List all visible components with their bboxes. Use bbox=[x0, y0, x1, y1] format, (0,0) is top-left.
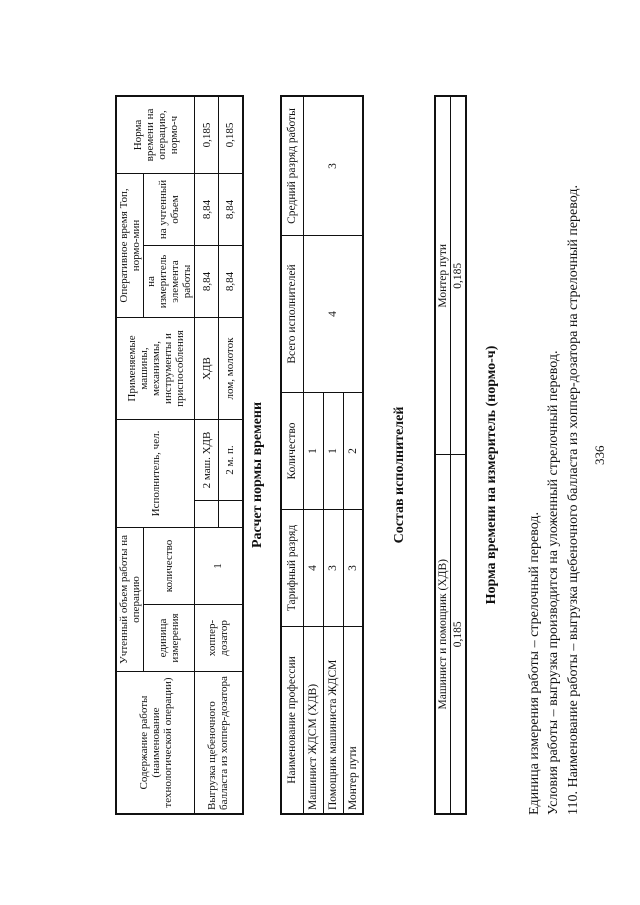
crew-profession: Помощник машиниста ЖДСМ bbox=[323, 627, 343, 815]
crew-avg-grade: 3 bbox=[303, 96, 363, 236]
crew-count: 1 bbox=[323, 393, 343, 510]
calc-executor: 2 маш. ХДВ bbox=[195, 420, 219, 501]
table-row bbox=[195, 96, 219, 814]
calc-header-volume: Учтенный объем работы на операцию bbox=[116, 528, 144, 672]
calc-header-content: Содержание работы (наименование технологической операции) bbox=[116, 672, 195, 815]
norm-header-trackman: Монтер пути bbox=[435, 96, 451, 455]
crew-grade: 4 bbox=[303, 510, 323, 627]
crew-title: Состав исполнителей bbox=[392, 406, 407, 544]
calc-executor: 2 м. п. bbox=[219, 420, 243, 501]
intro-work-conditions: Условия работы – выгрузка производится на уложенный стрелочный перевод. bbox=[546, 350, 561, 815]
calc-qty: 1 bbox=[195, 528, 243, 605]
intro-work-name: 110. Наименование работы – выгрузка щебеночного балласта из хоппер-дозатора на стрелочный перевод. bbox=[566, 185, 581, 815]
calc-content: Выгрузка щебеночного балласта из хоппер-дозатора bbox=[195, 672, 243, 815]
calc-unit: хоппер-дозатор bbox=[195, 605, 243, 672]
calc-spacer bbox=[219, 501, 243, 528]
calc-header-executor: Исполнитель, чел. bbox=[116, 420, 195, 528]
calc-header-norm: Норма времени на операцию, нормо-ч bbox=[116, 96, 195, 174]
table-row bbox=[303, 96, 323, 814]
calc-header-qty: количество bbox=[144, 528, 195, 605]
crew-grade: 3 bbox=[343, 510, 363, 627]
calc-norm: 0,185 bbox=[195, 96, 219, 174]
norm-value-machinist: 0,185 bbox=[451, 455, 467, 814]
calc-per-volume: 8,84 bbox=[195, 174, 219, 246]
calc-header-unit: единица измерения bbox=[144, 605, 195, 672]
crew-table bbox=[280, 95, 364, 815]
calc-per-volume: 8,84 bbox=[219, 174, 243, 246]
crew-count: 1 bbox=[303, 393, 323, 510]
calc-per-unit: 8,84 bbox=[195, 246, 219, 318]
norm-header-machinist: Машинист и помощник (ХДВ) bbox=[435, 455, 451, 814]
calc-table bbox=[115, 95, 244, 815]
norm-value-trackman: 0,185 bbox=[451, 96, 467, 455]
crew-header-avg-grade: Средний разряд работы bbox=[281, 96, 303, 236]
calc-tool: ХДВ bbox=[195, 318, 219, 420]
calc-norm: 0,185 bbox=[219, 96, 243, 174]
crew-grade: 3 bbox=[323, 510, 343, 627]
calc-tool: лом, молоток bbox=[219, 318, 243, 420]
norm-title: Норма времени на измеритель (нормо-ч) bbox=[484, 345, 499, 605]
norm-table bbox=[434, 95, 467, 815]
crew-total: 4 bbox=[303, 236, 363, 393]
crew-header-total: Всего исполнителей bbox=[281, 236, 303, 393]
calc-header-optime: Оперативное время Топ, нормо-мин bbox=[116, 174, 144, 318]
calc-header-per-unit: на измеритель элемента работы bbox=[144, 246, 195, 318]
calc-per-unit: 8,84 bbox=[219, 246, 243, 318]
crew-profession: Машинист ЖДСМ (ХДВ) bbox=[303, 627, 323, 815]
calc-header-tools: Применяемые машины, механизмы, инструменты и приспособления bbox=[116, 318, 195, 420]
crew-header-profession: Наименование профессии bbox=[281, 627, 303, 815]
crew-profession: Монтер пути bbox=[343, 627, 363, 815]
calc-header-per-volume: на учтенный объем bbox=[144, 174, 195, 246]
crew-count: 2 bbox=[343, 393, 363, 510]
calc-spacer bbox=[195, 501, 219, 528]
crew-header-count: Количество bbox=[281, 393, 303, 510]
intro-unit: Единица измерения работы – стрелочный перевод. bbox=[527, 512, 542, 815]
calc-title: Расчет нормы времени bbox=[250, 401, 265, 549]
page-number: 336 bbox=[592, 445, 607, 465]
crew-header-grade: Тарифный разряд bbox=[281, 510, 303, 627]
